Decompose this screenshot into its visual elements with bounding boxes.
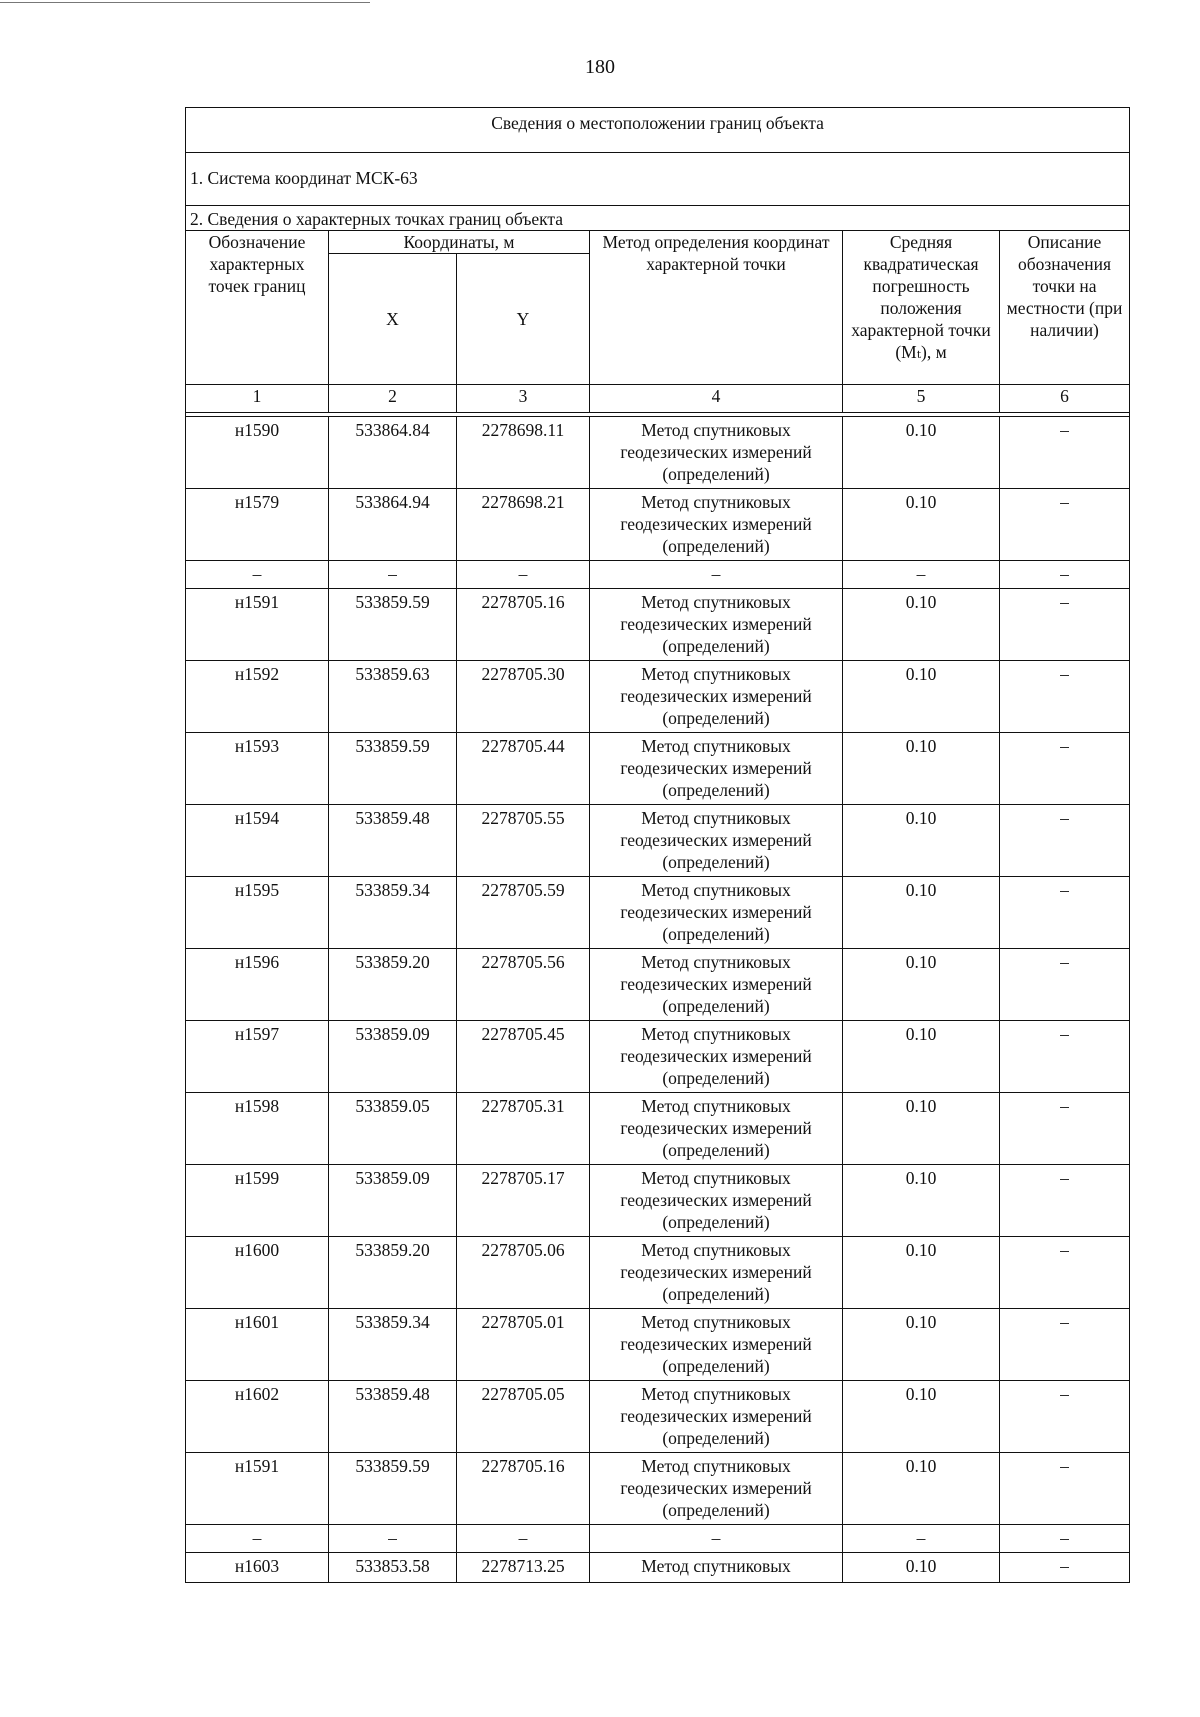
column-number: 2	[329, 385, 457, 413]
cell-y: 2278713.25	[457, 1553, 590, 1583]
cell-method: Метод спутниковых геодезических измерений (определений)	[590, 417, 843, 489]
cell-point: н1591	[186, 589, 329, 661]
cell-x: 533859.09	[329, 1165, 457, 1237]
cell-point: –	[186, 1525, 329, 1553]
cell-y: 2278705.05	[457, 1381, 590, 1453]
table-row	[186, 1381, 1130, 1453]
cell-x: 533859.34	[329, 1309, 457, 1381]
cell-description: –	[1000, 589, 1130, 661]
table-row	[186, 1309, 1130, 1381]
cell-method: Метод спутниковых	[590, 1553, 843, 1583]
cell-error: 0.10	[843, 1021, 1000, 1093]
cell-error: 0.10	[843, 417, 1000, 489]
cell-x: 533859.20	[329, 949, 457, 1021]
cell-point: н1592	[186, 661, 329, 733]
cell-y: 2278705.59	[457, 877, 590, 949]
table-title-row	[186, 108, 1130, 153]
cell-point: н1579	[186, 489, 329, 561]
cell-point: н1602	[186, 1381, 329, 1453]
cell-y: 2278705.31	[457, 1093, 590, 1165]
cell-description: –	[1000, 805, 1130, 877]
table-row	[186, 1021, 1130, 1093]
cell-description: –	[1000, 489, 1130, 561]
cell-method: Метод спутниковых геодезических измерений (определений)	[590, 805, 843, 877]
cell-x: 533859.48	[329, 805, 457, 877]
column-number: 3	[457, 385, 590, 413]
cell-error: 0.10	[843, 877, 1000, 949]
cell-x: 533859.59	[329, 733, 457, 805]
cell-error: 0.10	[843, 661, 1000, 733]
cell-point: н1597	[186, 1021, 329, 1093]
cell-description: –	[1000, 1093, 1130, 1165]
cell-point: н1598	[186, 1093, 329, 1165]
header-description: Описание обозначения точки на местности (при наличии)	[1000, 231, 1130, 385]
column-number: 5	[843, 385, 1000, 413]
cell-error: 0.10	[843, 1165, 1000, 1237]
cell-y: 2278705.55	[457, 805, 590, 877]
cell-y: –	[457, 1525, 590, 1553]
cell-error: 0.10	[843, 1553, 1000, 1583]
table-row	[186, 489, 1130, 561]
cell-method: Метод спутниковых геодезических измерений (определений)	[590, 1453, 843, 1525]
section-title: 2. Сведения о характерных точках границ объекта	[186, 206, 1130, 231]
table-row	[186, 949, 1130, 1021]
cell-description: –	[1000, 1021, 1130, 1093]
table-title: Сведения о местоположении границ объекта	[186, 108, 1130, 153]
cell-description: –	[1000, 877, 1130, 949]
cell-x: 533864.84	[329, 417, 457, 489]
cell-y: 2278705.45	[457, 1021, 590, 1093]
cell-method: Метод спутниковых геодезических измерений (определений)	[590, 1381, 843, 1453]
table-row	[186, 589, 1130, 661]
cell-y: 2278705.06	[457, 1237, 590, 1309]
cell-error: 0.10	[843, 1093, 1000, 1165]
cell-error: 0.10	[843, 733, 1000, 805]
cell-method: Метод спутниковых геодезических измерений (определений)	[590, 489, 843, 561]
cell-method: Метод спутниковых геодезических измерений (определений)	[590, 877, 843, 949]
cell-method: Метод спутниковых геодезических измерений (определений)	[590, 589, 843, 661]
cell-description: –	[1000, 733, 1130, 805]
header-coordinates: Координаты, м	[329, 231, 590, 254]
header-row	[186, 231, 1130, 254]
cell-error: 0.10	[843, 1237, 1000, 1309]
cell-point: н1595	[186, 877, 329, 949]
header-error: Средняя квадратическая погрешность положения характерной точки (Mₜ), м	[843, 231, 1000, 385]
table-row	[186, 661, 1130, 733]
cell-description: –	[1000, 661, 1130, 733]
cell-description: –	[1000, 949, 1130, 1021]
header-method: Метод определения координат характерной точки	[590, 231, 843, 385]
table-separator-row	[186, 561, 1130, 589]
column-numbers-row	[186, 385, 1130, 413]
table-row	[186, 805, 1130, 877]
cell-description: –	[1000, 1453, 1130, 1525]
cell-description: –	[1000, 1237, 1130, 1309]
cell-point: н1594	[186, 805, 329, 877]
cell-error: –	[843, 561, 1000, 589]
cell-point: н1599	[186, 1165, 329, 1237]
cell-description: –	[1000, 561, 1130, 589]
cell-point: н1590	[186, 417, 329, 489]
table-row	[186, 1165, 1130, 1237]
cell-method: Метод спутниковых геодезических измерений (определений)	[590, 1021, 843, 1093]
table-row	[186, 1237, 1130, 1309]
column-number: 1	[186, 385, 329, 413]
cell-error: 0.10	[843, 805, 1000, 877]
table-row	[186, 1453, 1130, 1525]
header-x: X	[329, 254, 457, 385]
cell-y: 2278705.01	[457, 1309, 590, 1381]
column-number: 6	[1000, 385, 1130, 413]
cell-error: 0.10	[843, 949, 1000, 1021]
cell-method: Метод спутниковых геодезических измерений (определений)	[590, 1309, 843, 1381]
cell-x: 533859.63	[329, 661, 457, 733]
cell-y: 2278705.30	[457, 661, 590, 733]
top-rule	[0, 2, 370, 3]
cell-x: 533859.20	[329, 1237, 457, 1309]
cell-y: –	[457, 561, 590, 589]
table-row	[186, 877, 1130, 949]
cell-method: –	[590, 561, 843, 589]
cell-x: 533859.05	[329, 1093, 457, 1165]
cell-error: 0.10	[843, 1381, 1000, 1453]
table-row	[186, 733, 1130, 805]
header-y: Y	[457, 254, 590, 385]
cell-method: Метод спутниковых геодезических измерений (определений)	[590, 1237, 843, 1309]
cell-error: 0.10	[843, 1453, 1000, 1525]
cell-method: Метод спутниковых геодезических измерений (определений)	[590, 949, 843, 1021]
cell-y: 2278705.44	[457, 733, 590, 805]
cell-x: –	[329, 561, 457, 589]
table-row	[186, 417, 1130, 489]
cell-method: Метод спутниковых геодезических измерений (определений)	[590, 661, 843, 733]
cell-point: н1593	[186, 733, 329, 805]
cell-y: 2278705.17	[457, 1165, 590, 1237]
cell-x: 533864.94	[329, 489, 457, 561]
table-separator-row	[186, 1525, 1130, 1553]
cell-y: 2278698.21	[457, 489, 590, 561]
cell-point: н1596	[186, 949, 329, 1021]
cell-point: –	[186, 561, 329, 589]
cell-description: –	[1000, 1381, 1130, 1453]
cell-description: –	[1000, 1553, 1130, 1583]
header-point-designation: Обозначение характерных точек границ	[186, 231, 329, 385]
cell-x: 533853.58	[329, 1553, 457, 1583]
cell-description: –	[1000, 1525, 1130, 1553]
cell-x: 533859.09	[329, 1021, 457, 1093]
cell-point: н1600	[186, 1237, 329, 1309]
cell-point: н1603	[186, 1553, 329, 1583]
boundary-points-table	[185, 107, 1130, 1583]
cell-error: 0.10	[843, 589, 1000, 661]
cell-method: Метод спутниковых геодезических измерений (определений)	[590, 1093, 843, 1165]
cell-error: –	[843, 1525, 1000, 1553]
cell-description: –	[1000, 417, 1130, 489]
page-number: 180	[585, 56, 615, 78]
cell-method: Метод спутниковых геодезических измерений (определений)	[590, 1165, 843, 1237]
cell-method: Метод спутниковых геодезических измерений (определений)	[590, 733, 843, 805]
cell-x: 533859.59	[329, 1453, 457, 1525]
cell-point: н1591	[186, 1453, 329, 1525]
column-number: 4	[590, 385, 843, 413]
cell-x: 533859.59	[329, 589, 457, 661]
cell-y: 2278705.16	[457, 589, 590, 661]
cell-method: –	[590, 1525, 843, 1553]
coord-system-row	[186, 153, 1130, 206]
coord-system-label: 1. Система координат МСК-63	[186, 153, 1130, 206]
table-row	[186, 1093, 1130, 1165]
cell-description: –	[1000, 1309, 1130, 1381]
cell-x: 533859.48	[329, 1381, 457, 1453]
cell-x: –	[329, 1525, 457, 1553]
cell-y: 2278698.11	[457, 417, 590, 489]
cell-y: 2278705.16	[457, 1453, 590, 1525]
cell-error: 0.10	[843, 1309, 1000, 1381]
section-title-row	[186, 206, 1130, 231]
cell-description: –	[1000, 1165, 1130, 1237]
cell-x: 533859.34	[329, 877, 457, 949]
table-body	[186, 108, 1130, 1583]
cell-error: 0.10	[843, 489, 1000, 561]
table-row	[186, 1553, 1130, 1583]
cell-y: 2278705.56	[457, 949, 590, 1021]
cell-point: н1601	[186, 1309, 329, 1381]
